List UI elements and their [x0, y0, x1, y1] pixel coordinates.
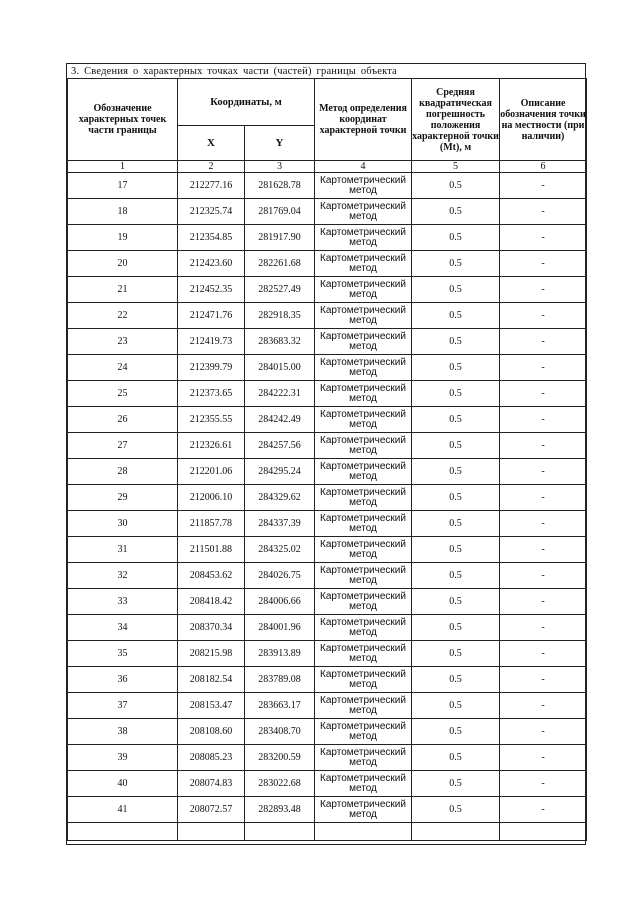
precision-cell: 0.5: [412, 745, 500, 771]
x-coordinate-cell: 208182.54: [178, 667, 245, 693]
method-cell: Картометрический метод: [315, 225, 412, 251]
description-cell: -: [500, 381, 587, 407]
x-coordinate-cell: 212354.85: [178, 225, 245, 251]
empty-cell: [315, 823, 412, 841]
method-cell: Картометрический метод: [315, 537, 412, 563]
precision-cell: 0.5: [412, 641, 500, 667]
table-row: [68, 199, 587, 225]
description-cell: -: [500, 693, 587, 719]
method-cell: Картометрический метод: [315, 277, 412, 303]
description-cell: -: [500, 173, 587, 199]
column-number: 1: [68, 161, 178, 173]
precision-cell: 0.5: [412, 719, 500, 745]
precision-cell: 0.5: [412, 615, 500, 641]
y-coordinate-cell: 284337.39: [245, 511, 315, 537]
header-method: Метод определения координат характерной точки: [315, 79, 412, 161]
header-precision: Средняя квадратическая погрешность положения характерной точки (Mt), м: [412, 79, 500, 161]
description-cell: -: [500, 563, 587, 589]
column-number: 3: [245, 161, 315, 173]
description-cell: -: [500, 277, 587, 303]
point-number-cell: 40: [68, 771, 178, 797]
y-coordinate-cell: 284242.49: [245, 407, 315, 433]
precision-cell: 0.5: [412, 433, 500, 459]
table-row: [68, 329, 587, 355]
method-cell: Картометрический метод: [315, 485, 412, 511]
y-coordinate-cell: 283408.70: [245, 719, 315, 745]
precision-cell: 0.5: [412, 381, 500, 407]
point-number-cell: 38: [68, 719, 178, 745]
point-number-cell: 31: [68, 537, 178, 563]
x-coordinate-cell: 208370.34: [178, 615, 245, 641]
description-cell: -: [500, 199, 587, 225]
y-coordinate-cell: 284257.56: [245, 433, 315, 459]
y-coordinate-cell: 284015.00: [245, 355, 315, 381]
method-cell: Картометрический метод: [315, 797, 412, 823]
boundary-points-table: [67, 78, 587, 841]
method-cell: Картометрический метод: [315, 355, 412, 381]
x-coordinate-cell: 212471.76: [178, 303, 245, 329]
section-title: 3. Сведения о характерных точках части (частей) границы объекта: [71, 66, 398, 77]
x-coordinate-cell: 212326.61: [178, 433, 245, 459]
table-row: [68, 589, 587, 615]
method-cell: Картометрический метод: [315, 641, 412, 667]
description-cell: -: [500, 719, 587, 745]
x-coordinate-cell: 208215.98: [178, 641, 245, 667]
header-y: Y: [245, 126, 315, 161]
y-coordinate-cell: 284026.75: [245, 563, 315, 589]
x-coordinate-cell: 208108.60: [178, 719, 245, 745]
empty-cell: [500, 823, 587, 841]
point-number-cell: 41: [68, 797, 178, 823]
y-coordinate-cell: 283200.59: [245, 745, 315, 771]
precision-cell: 0.5: [412, 407, 500, 433]
y-coordinate-cell: 284001.96: [245, 615, 315, 641]
x-coordinate-cell: 212419.73: [178, 329, 245, 355]
precision-cell: 0.5: [412, 537, 500, 563]
x-coordinate-cell: 212277.16: [178, 173, 245, 199]
table-row: [68, 277, 587, 303]
table-row: [68, 381, 587, 407]
precision-cell: 0.5: [412, 199, 500, 225]
x-coordinate-cell: 212325.74: [178, 199, 245, 225]
table-row: [68, 719, 587, 745]
x-coordinate-cell: 211501.88: [178, 537, 245, 563]
column-number-row: [68, 161, 587, 173]
column-number: 2: [178, 161, 245, 173]
method-cell: Картометрический метод: [315, 745, 412, 771]
precision-cell: 0.5: [412, 771, 500, 797]
point-number-cell: 30: [68, 511, 178, 537]
x-coordinate-cell: 208453.62: [178, 563, 245, 589]
method-cell: Картометрический метод: [315, 407, 412, 433]
precision-cell: 0.5: [412, 693, 500, 719]
x-coordinate-cell: 211857.78: [178, 511, 245, 537]
method-cell: Картометрический метод: [315, 693, 412, 719]
header-point-label: Обозначение характерных точек части границы: [68, 79, 178, 161]
table-row: [68, 355, 587, 381]
description-cell: -: [500, 485, 587, 511]
empty-cell: [245, 823, 315, 841]
y-coordinate-cell: 284222.31: [245, 381, 315, 407]
table-row: [68, 667, 587, 693]
description-cell: -: [500, 537, 587, 563]
description-cell: -: [500, 433, 587, 459]
point-number-cell: 22: [68, 303, 178, 329]
x-coordinate-cell: 212399.79: [178, 355, 245, 381]
precision-cell: 0.5: [412, 173, 500, 199]
x-coordinate-cell: 212373.65: [178, 381, 245, 407]
x-coordinate-cell: 208418.42: [178, 589, 245, 615]
precision-cell: 0.5: [412, 355, 500, 381]
table-row: [68, 641, 587, 667]
method-cell: Картометрический метод: [315, 329, 412, 355]
table-row: [68, 251, 587, 277]
description-cell: -: [500, 641, 587, 667]
precision-cell: 0.5: [412, 797, 500, 823]
point-number-cell: 29: [68, 485, 178, 511]
header-row: [68, 79, 587, 126]
x-coordinate-cell: 208153.47: [178, 693, 245, 719]
table-row: [68, 433, 587, 459]
point-number-cell: 26: [68, 407, 178, 433]
y-coordinate-cell: 283789.08: [245, 667, 315, 693]
precision-cell: 0.5: [412, 459, 500, 485]
method-cell: Картометрический метод: [315, 433, 412, 459]
empty-cell: [178, 823, 245, 841]
point-number-cell: 39: [68, 745, 178, 771]
header-x: X: [178, 126, 245, 161]
y-coordinate-cell: 283913.89: [245, 641, 315, 667]
description-cell: -: [500, 667, 587, 693]
precision-cell: 0.5: [412, 303, 500, 329]
empty-row: [68, 823, 587, 841]
precision-cell: 0.5: [412, 589, 500, 615]
description-cell: -: [500, 329, 587, 355]
description-cell: -: [500, 797, 587, 823]
table-row: [68, 225, 587, 251]
precision-cell: 0.5: [412, 225, 500, 251]
header-coordinates: Координаты, м: [178, 79, 315, 126]
description-cell: -: [500, 589, 587, 615]
method-cell: Картометрический метод: [315, 511, 412, 537]
method-cell: Картометрический метод: [315, 589, 412, 615]
point-number-cell: 19: [68, 225, 178, 251]
y-coordinate-cell: 283683.32: [245, 329, 315, 355]
description-cell: -: [500, 745, 587, 771]
point-number-cell: 21: [68, 277, 178, 303]
y-coordinate-cell: 282261.68: [245, 251, 315, 277]
precision-cell: 0.5: [412, 485, 500, 511]
description-cell: -: [500, 407, 587, 433]
precision-cell: 0.5: [412, 251, 500, 277]
x-coordinate-cell: 212355.55: [178, 407, 245, 433]
table-row: [68, 615, 587, 641]
description-cell: -: [500, 303, 587, 329]
description-cell: -: [500, 511, 587, 537]
table-row: [68, 797, 587, 823]
table-row: [68, 407, 587, 433]
point-number-cell: 34: [68, 615, 178, 641]
x-coordinate-cell: 208074.83: [178, 771, 245, 797]
precision-cell: 0.5: [412, 277, 500, 303]
precision-cell: 0.5: [412, 667, 500, 693]
precision-cell: 0.5: [412, 563, 500, 589]
x-coordinate-cell: 212006.10: [178, 485, 245, 511]
description-cell: -: [500, 251, 587, 277]
column-number: 6: [500, 161, 587, 173]
header-description: Описание обозначения точки на местности (при наличии): [500, 79, 587, 161]
point-number-cell: 36: [68, 667, 178, 693]
point-number-cell: 23: [68, 329, 178, 355]
y-coordinate-cell: 281769.04: [245, 199, 315, 225]
point-number-cell: 24: [68, 355, 178, 381]
method-cell: Картометрический метод: [315, 615, 412, 641]
point-number-cell: 27: [68, 433, 178, 459]
method-cell: Картометрический метод: [315, 303, 412, 329]
y-coordinate-cell: 282527.49: [245, 277, 315, 303]
method-cell: Картометрический метод: [315, 771, 412, 797]
x-coordinate-cell: 208072.57: [178, 797, 245, 823]
table-row: [68, 537, 587, 563]
table-row: [68, 771, 587, 797]
description-cell: -: [500, 355, 587, 381]
description-cell: -: [500, 225, 587, 251]
precision-cell: 0.5: [412, 511, 500, 537]
column-number: 5: [412, 161, 500, 173]
table-row: [68, 745, 587, 771]
point-number-cell: 18: [68, 199, 178, 225]
x-coordinate-cell: 208085.23: [178, 745, 245, 771]
table-row: [68, 563, 587, 589]
point-number-cell: 37: [68, 693, 178, 719]
y-coordinate-cell: 281628.78: [245, 173, 315, 199]
point-number-cell: 32: [68, 563, 178, 589]
column-number: 4: [315, 161, 412, 173]
method-cell: Картометрический метод: [315, 251, 412, 277]
description-cell: -: [500, 615, 587, 641]
method-cell: Картометрический метод: [315, 459, 412, 485]
y-coordinate-cell: 284006.66: [245, 589, 315, 615]
method-cell: Картометрический метод: [315, 667, 412, 693]
table-body: [68, 173, 587, 841]
empty-cell: [412, 823, 500, 841]
y-coordinate-cell: 283663.17: [245, 693, 315, 719]
y-coordinate-cell: 283022.68: [245, 771, 315, 797]
point-number-cell: 17: [68, 173, 178, 199]
point-number-cell: 28: [68, 459, 178, 485]
empty-cell: [68, 823, 178, 841]
table-row: [68, 173, 587, 199]
precision-cell: 0.5: [412, 329, 500, 355]
x-coordinate-cell: 212452.35: [178, 277, 245, 303]
table-row: [68, 511, 587, 537]
point-number-cell: 25: [68, 381, 178, 407]
method-cell: Картометрический метод: [315, 719, 412, 745]
point-number-cell: 35: [68, 641, 178, 667]
method-cell: Картометрический метод: [315, 381, 412, 407]
table-row: [68, 485, 587, 511]
x-coordinate-cell: 212423.60: [178, 251, 245, 277]
point-number-cell: 33: [68, 589, 178, 615]
method-cell: Картометрический метод: [315, 199, 412, 225]
description-cell: -: [500, 771, 587, 797]
y-coordinate-cell: 281917.90: [245, 225, 315, 251]
table-row: [68, 459, 587, 485]
table-row: [68, 303, 587, 329]
method-cell: Картометрический метод: [315, 563, 412, 589]
description-cell: -: [500, 459, 587, 485]
y-coordinate-cell: 284329.62: [245, 485, 315, 511]
y-coordinate-cell: 282918.35: [245, 303, 315, 329]
table-row: [68, 693, 587, 719]
y-coordinate-cell: 284325.02: [245, 537, 315, 563]
method-cell: Картометрический метод: [315, 173, 412, 199]
x-coordinate-cell: 212201.06: [178, 459, 245, 485]
document-sheet: [66, 63, 586, 845]
y-coordinate-cell: 282893.48: [245, 797, 315, 823]
point-number-cell: 20: [68, 251, 178, 277]
y-coordinate-cell: 284295.24: [245, 459, 315, 485]
